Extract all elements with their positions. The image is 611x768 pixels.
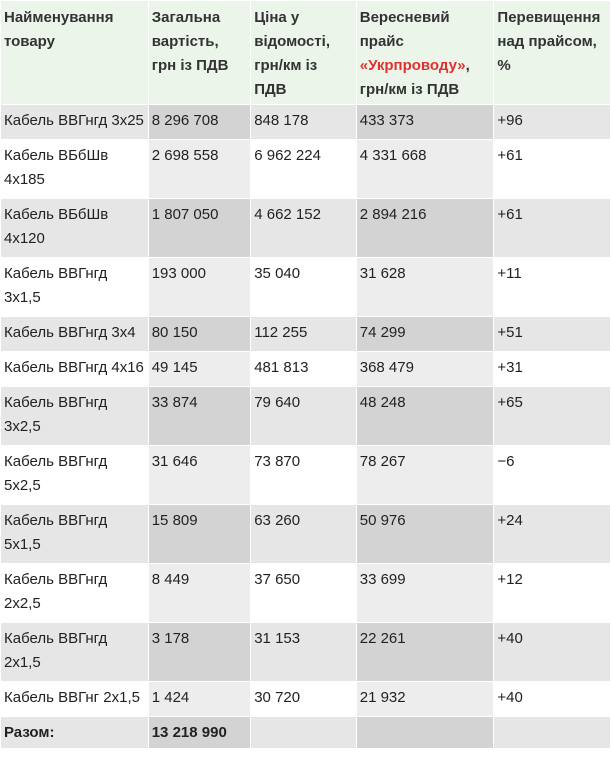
table-row [1,317,610,351]
table-row [1,623,610,681]
table-row [1,105,610,139]
table-row [1,564,610,622]
table-total-row [1,717,610,748]
cell-price-excess: +31 [494,352,610,386]
cell-price-in-statement: 31 153 [251,623,356,681]
cell-september-price: 48 248 [357,387,494,445]
total-empty-cell [251,717,356,748]
cell-product-name: Кабель ВБбШв 4х120 [1,199,148,257]
cell-price-excess: +40 [494,682,610,716]
cell-september-price: 31 628 [357,258,494,316]
cell-total-cost: 2 698 558 [149,140,251,198]
header-september-price-prefix: Вересневий прайс [359,9,450,50]
cell-total-cost: 8 449 [149,564,251,622]
table-row [1,352,610,386]
cell-total-cost: 49 145 [149,352,251,386]
cell-september-price: 4 331 668 [357,140,494,198]
cell-product-name: Кабель ВВГнг 2х1,5 [1,682,148,716]
cell-price-in-statement: 35 040 [251,258,356,316]
cell-product-name: Кабель ВВГнгд 3х1,5 [1,258,148,316]
cell-september-price: 50 976 [357,505,494,563]
cell-product-name: Кабель ВВГнгд 3х4 [1,317,148,351]
cell-price-excess: +12 [494,564,610,622]
cell-total-cost: 193 000 [149,258,251,316]
header-product-name: Найменування товару [1,1,148,104]
cell-price-excess: +40 [494,623,610,681]
cell-september-price: 33 699 [357,564,494,622]
header-september-price-suffix: , грн/км із ПДВ [359,57,470,98]
cell-september-price: 21 932 [357,682,494,716]
cell-price-excess: +51 [494,317,610,351]
cell-price-in-statement: 30 720 [251,682,356,716]
cell-september-price: 2 894 216 [357,199,494,257]
table-row [1,505,610,563]
cell-price-excess: +11 [494,258,610,316]
total-label: Разом: [1,717,148,748]
cell-total-cost: 8 296 708 [149,105,251,139]
cell-price-excess: −6 [494,446,610,504]
table-row [1,199,610,257]
cell-september-price: 74 299 [357,317,494,351]
cell-price-in-statement: 4 662 152 [251,199,356,257]
cell-product-name: Кабель ВВГнгд 4х16 [1,352,148,386]
cell-total-cost: 1 807 050 [149,199,251,257]
cell-product-name: Кабель ВБбШв 4х185 [1,140,148,198]
header-price-in-statement: Ціна у відомості, грн/км із ПДВ [251,1,356,104]
cell-total-cost: 1 424 [149,682,251,716]
table-row [1,258,610,316]
cell-total-cost: 33 874 [149,387,251,445]
header-total-cost: Загальна вартість, грн із ПДВ [149,1,251,104]
cell-product-name: Кабель ВВГнгд 3х25 [1,105,148,139]
total-empty-cell [357,717,494,748]
table-row [1,140,610,198]
table-row [1,682,610,716]
cell-price-excess: +24 [494,505,610,563]
total-value: 13 218 990 [149,717,251,748]
cell-price-in-statement: 6 962 224 [251,140,356,198]
cell-september-price: 368 479 [357,352,494,386]
cell-price-in-statement: 848 178 [251,105,356,139]
cell-price-excess: +61 [494,140,610,198]
table-header-row [1,1,610,104]
cell-price-in-statement: 112 255 [251,317,356,351]
cell-price-excess: +61 [494,199,610,257]
cell-product-name: Кабель ВВГнгд 3х2,5 [1,387,148,445]
cell-product-name: Кабель ВВГнгд 2х2,5 [1,564,148,622]
cell-product-name: Кабель ВВГнгд 5х2,5 [1,446,148,504]
cell-september-price: 433 373 [357,105,494,139]
cell-price-in-statement: 63 260 [251,505,356,563]
table-body [1,105,610,716]
cell-price-in-statement: 481 813 [251,352,356,386]
cell-total-cost: 15 809 [149,505,251,563]
cell-product-name: Кабель ВВГнгд 5х1,5 [1,505,148,563]
table-row [1,387,610,445]
header-supplier-name: «Укрпроводу» [359,57,466,74]
cell-september-price: 22 261 [357,623,494,681]
cell-price-in-statement: 73 870 [251,446,356,504]
cell-total-cost: 31 646 [149,446,251,504]
total-empty-cell [494,717,610,748]
cell-price-excess: +65 [494,387,610,445]
cell-total-cost: 80 150 [149,317,251,351]
header-september-price [357,1,494,104]
cell-september-price: 78 267 [357,446,494,504]
cell-price-excess: +96 [494,105,610,139]
cell-price-in-statement: 37 650 [251,564,356,622]
cell-product-name: Кабель ВВГнгд 2х1,5 [1,623,148,681]
header-price-excess: Перевищення над прайсом, % [494,1,610,104]
cell-total-cost: 3 178 [149,623,251,681]
cell-price-in-statement: 79 640 [251,387,356,445]
table-row [1,446,610,504]
